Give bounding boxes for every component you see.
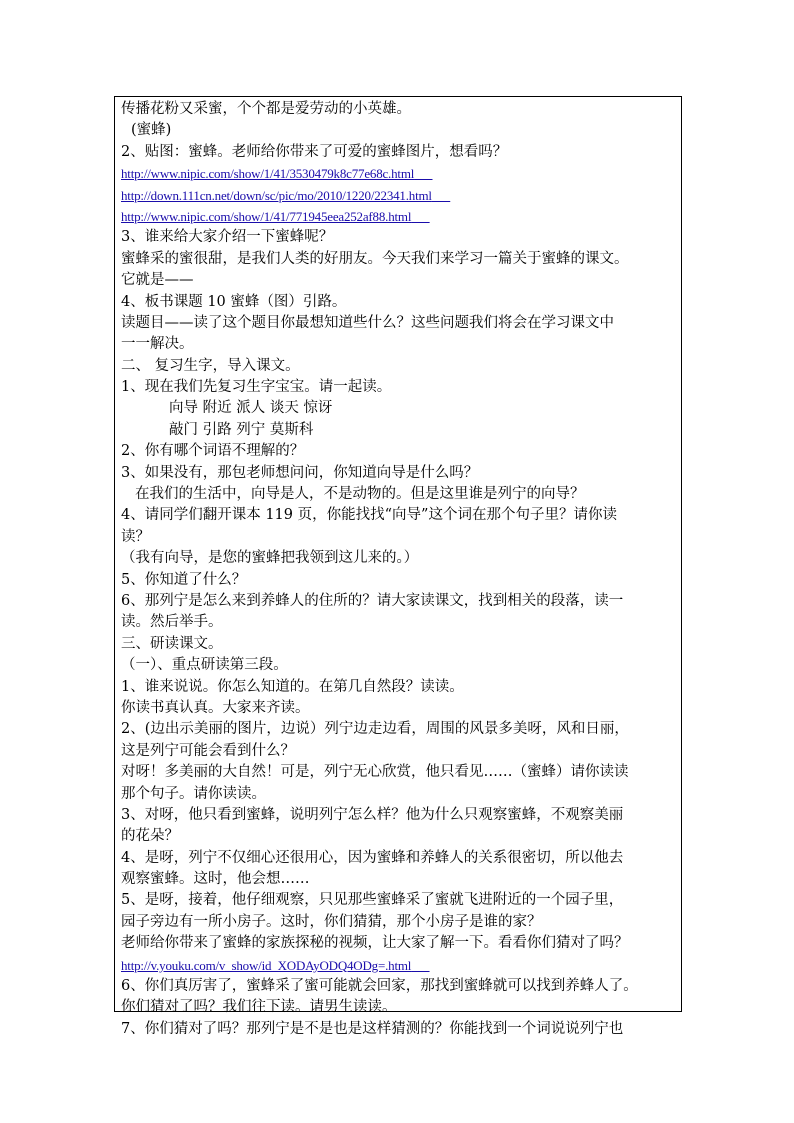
text-line: [121, 356, 677, 377]
text-line: [121, 784, 677, 805]
line-text: 园子旁边有一所小房子。这时，你们猜猜，那个小房子是谁的家？: [121, 913, 542, 930]
line-text: 3、如果没有，那包老师想问问，你知道向导是什么吗？: [121, 464, 479, 481]
line-text: 4、是呀，列宁不仅细心还很用心，因为蜜蜂和养蜂人的关系很密切，所以他去: [121, 849, 624, 866]
text-line: [121, 227, 677, 248]
text-line: [121, 292, 677, 313]
line-text: 对呀！多美丽的大自然！可是，列宁无心欣赏，他只看见……（蜜蜂）请你读读: [121, 764, 629, 781]
line-text: 2、你有哪个词语不理解的？: [121, 443, 305, 460]
text-line: [121, 762, 677, 783]
text-line: [121, 655, 677, 676]
line-text: 你读书真认真。大家来齐读。: [121, 699, 310, 716]
text-line: [121, 1019, 677, 1040]
line-text: 的花朵？: [121, 828, 179, 845]
line-text: 读。然后举手。: [121, 614, 223, 631]
text-line: [121, 420, 677, 441]
line-text: 老师给你带来了蜜蜂的家族探秘的视频，让大家了解一下。看看你们猜对了吗？: [121, 935, 629, 952]
text-line: [121, 997, 677, 1018]
line-text: 5、你知道了什么？: [121, 571, 247, 588]
line-text: 它就是——: [121, 272, 194, 289]
text-line: [121, 719, 677, 740]
line-text: 那个句子。请你读读。: [121, 785, 266, 802]
text-line: [121, 848, 677, 869]
link-line: [121, 206, 677, 227]
text-line: [121, 976, 677, 997]
line-text: （一）、重点研读第三段。: [121, 657, 288, 674]
text-line: [121, 270, 677, 291]
lesson-plan-text: [121, 99, 677, 1040]
lesson-plan-table-cell: [114, 96, 682, 1037]
text-line: [121, 805, 677, 826]
line-text: 传播花粉又采蜜，个个都是爱劳动的小英雄。: [121, 101, 411, 117]
line-text: 5、是呀，接着，他仔细观察，只见那些蜜蜂采了蜜就飞进附近的一个园子里，: [121, 892, 624, 909]
text-line: [121, 634, 677, 655]
text-line: [121, 826, 677, 847]
text-line: [121, 933, 677, 954]
text-line: [121, 463, 677, 484]
text-line: [121, 677, 677, 698]
line-text: 1、谁来说说。你怎么知道的。在第几自然段？读读。: [121, 678, 464, 695]
line-text: 2、贴图：蜜蜂。老师给你带来了可爱的蜜蜂图片，想看吗？: [121, 143, 508, 160]
text-line: [121, 869, 677, 890]
line-text: 6、你们真厉害了，蜜蜂采了蜜可能就会回家，那找到蜜蜂就可以找到养蜂人了。: [121, 978, 638, 995]
line-text: 4、请同学们翻开课本 119 页，你能找找“向导”这个词在那个句子里？请你读: [121, 507, 617, 524]
hyperlink[interactable]: http://down.111cn.net/down/sc/pic/mo/2010/1220/22341.html: [121, 187, 432, 203]
text-line: [121, 377, 677, 398]
text-line: [121, 698, 677, 719]
text-line: [121, 99, 677, 120]
text-line: [121, 591, 677, 612]
line-text: 一一解决。: [121, 336, 194, 353]
link-line: [121, 163, 677, 184]
text-line: [121, 548, 677, 569]
line-text: 你们猜对了吗？我们往下读。请男生读读。: [121, 999, 397, 1016]
line-text: 向导 附近 派人 谈天 惊讶: [169, 400, 333, 417]
line-text: 2、(边出示美丽的图片，边说）列宁边走边看，周围的风景多美呀，风和日丽，: [121, 721, 629, 738]
text-line: [121, 912, 677, 933]
line-text: 6、那列宁是怎么来到养蜂人的住所的？请大家读课文，找到相关的段落，读一: [121, 592, 624, 609]
line-text: 二、 复习生字，导入课文。: [121, 357, 300, 374]
link-line: [121, 185, 677, 206]
line-text: (蜜蜂): [131, 122, 172, 139]
text-line: [121, 890, 677, 911]
line-text: 4、板书课题 10 蜜蜂（图）引路。: [121, 293, 347, 310]
line-text: 这是列宁可能会看到什么？: [121, 742, 295, 759]
line-text: 敲门 引路 列宁 莫斯科: [169, 421, 314, 438]
text-line: [121, 441, 677, 462]
text-line: [121, 313, 677, 334]
text-line: [121, 334, 677, 355]
line-text: 观察蜜蜂。这时，他会想……: [121, 871, 310, 888]
line-text: 读？: [121, 528, 150, 545]
line-text: 3、谁来给大家介绍一下蜜蜂呢？: [121, 229, 334, 246]
text-line: [121, 570, 677, 591]
hyperlink[interactable]: http://v.youku.com/v_show/id_XODAyODQ4ODg=.html: [121, 957, 412, 973]
line-text: 3、对呀，他只看到蜜蜂，说明列宁怎么样？他为什么只观察蜜蜂，不观察美丽: [121, 806, 624, 823]
text-line: [121, 249, 677, 270]
text-line: [121, 612, 677, 633]
line-text: 读题目——读了这个题目你最想知道些什么？这些问题我们将会在学习课文中: [121, 314, 614, 331]
hyperlink[interactable]: http://www.nipic.com/show/1/41/771945eea252af88.html: [121, 208, 412, 224]
link-line: [121, 955, 677, 976]
text-line: [121, 484, 677, 505]
text-line: [121, 142, 677, 163]
line-text: 蜜蜂采的蜜很甜，是我们人类的好朋友。今天我们来学习一篇关于蜜蜂的课文。: [121, 250, 629, 267]
line-text: （我有向导，是您的蜜蜂把我领到这儿来的。）: [121, 550, 419, 567]
text-line: [121, 505, 677, 526]
line-text: 1、现在我们先复习生字宝宝。请一起读。: [121, 379, 392, 396]
text-line: [121, 527, 677, 548]
line-text: 7、你们猜对了吗？那列宁是不是也是这样猜测的？你能找到一个词说说列宁也: [121, 1020, 624, 1037]
text-line: [121, 120, 677, 141]
line-text: 三、研读课文。: [121, 635, 223, 652]
text-line: [121, 398, 677, 419]
hyperlink[interactable]: http://www.nipic.com/show/1/41/3530479k8c77e68c.html: [121, 166, 415, 182]
text-line: [121, 741, 677, 762]
line-text: 在我们的生活中，向导是人，不是动物的。但是这里谁是列宁的向导？: [135, 486, 585, 503]
